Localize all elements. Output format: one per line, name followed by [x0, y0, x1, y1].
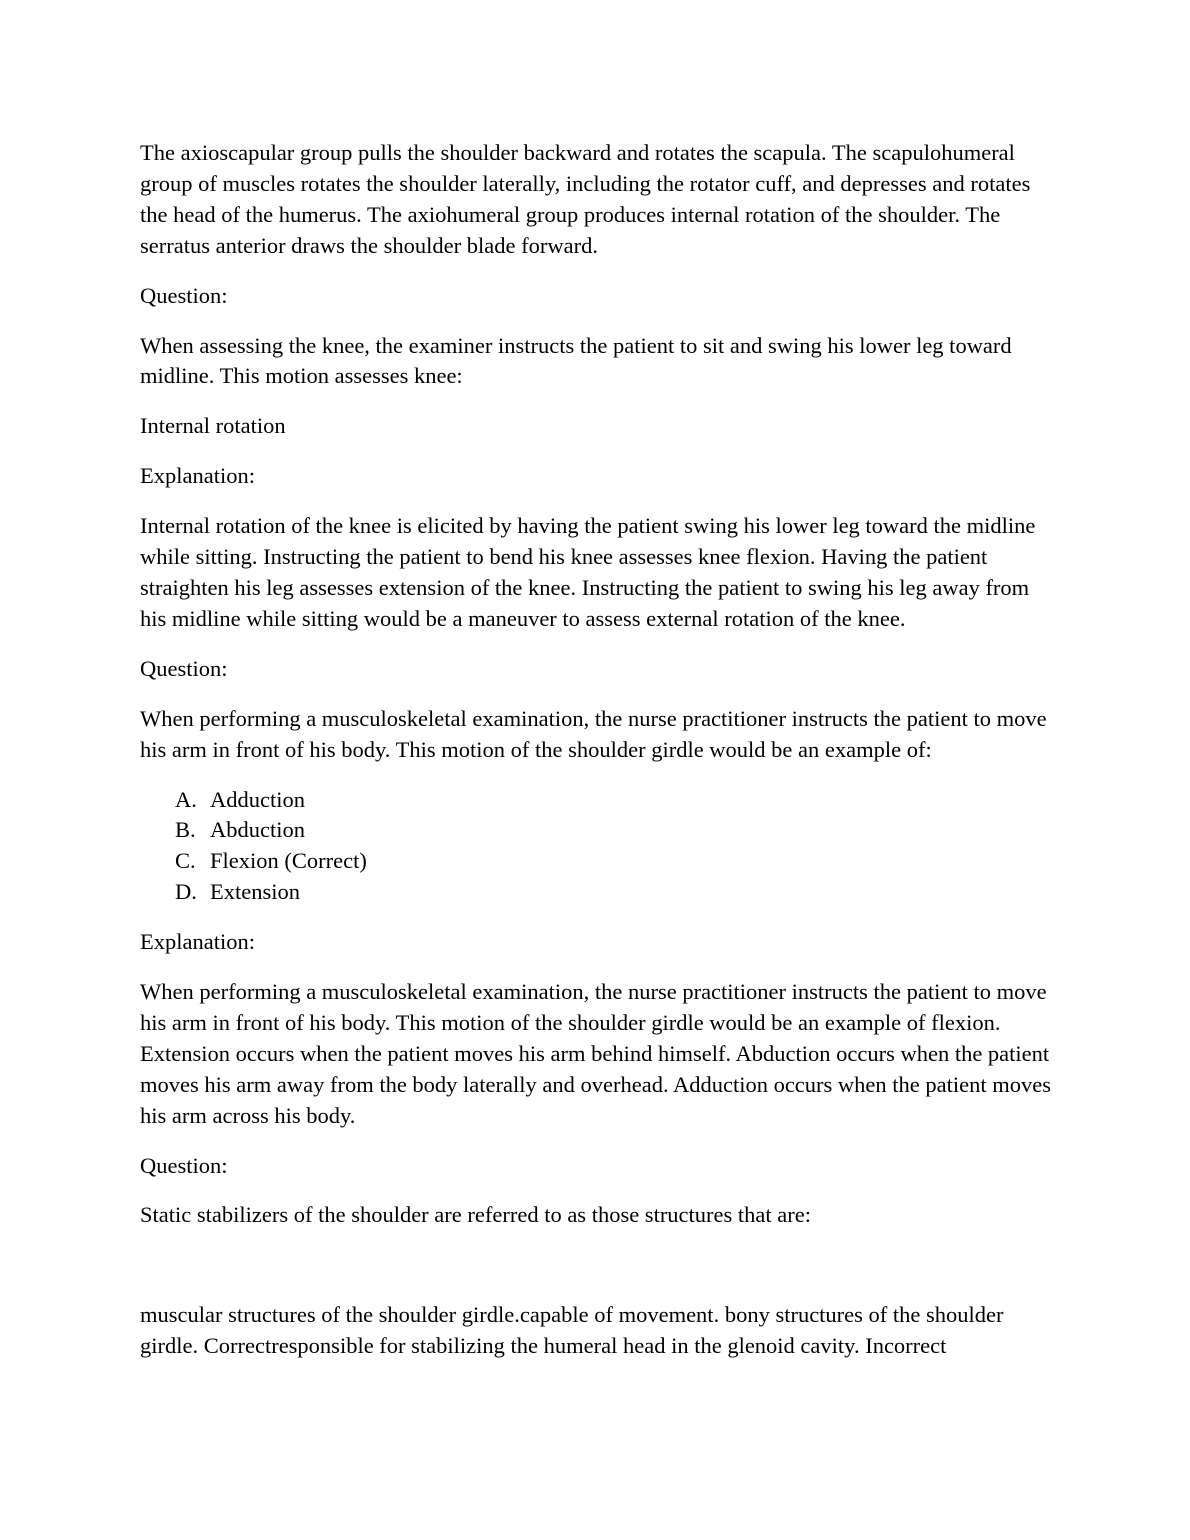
blank-spacer — [140, 1250, 1055, 1300]
explanation-label: Explanation: — [140, 929, 255, 955]
option-text: Extension — [210, 879, 300, 905]
option-marker: A. — [175, 786, 197, 812]
intro-paragraph: The axioscapular group pulls the shoulder backward and rotates the scapula. The scapulohumeral group of muscles rotates the shoulder laterally, including the rotator cuff, and depresses and rotates the head of the humerus. The axiohumeral group produces internal rotation of the shoulder. The serratus anterior draws the shoulder blade forward. — [140, 140, 1031, 258]
answer-text: Internal rotation — [140, 413, 286, 439]
option-text: Abduction — [210, 817, 305, 843]
document-body — [140, 138, 1055, 1381]
answer-option — [175, 785, 1055, 816]
question-label: Question: — [140, 282, 228, 308]
explanation-text: When performing a musculoskeletal examination, the nurse practitioner instructs the patient to move his arm in front of his body. This motion of the shoulder girdle would be an example of flexion. Extension occurs when the patient moves his arm behind himself. Abduction occurs when the patient moves his arm away from the body laterally and overhead. Adduction occurs when the patient moves his arm across his body. — [140, 979, 1051, 1128]
question-text: When assessing the knee, the examiner instructs the patient to sit and swing his lower leg toward midline. This motion assesses knee: — [140, 332, 1012, 389]
option-marker: C. — [175, 848, 196, 874]
option-marker: B. — [175, 817, 196, 843]
answer-options-list — [140, 785, 1055, 909]
question-text: When performing a musculoskeletal examination, the nurse practitioner instructs the patient to move his arm in front of his body. This motion of the shoulder girdle would be an example of: — [140, 705, 1047, 762]
explanation-text: Internal rotation of the knee is elicited by having the patient swing his lower leg toward the midline while sitting. Instructing the patient to bend his knee assesses knee flexion. Having the patient straighten his leg assesses extension of the knee. Instructing the patient to swing his leg away from his midline while sitting would be a maneuver to assess external rotation of the knee. — [140, 513, 1036, 631]
explanation-label: Explanation: — [140, 463, 255, 489]
answer-option — [175, 815, 1055, 846]
answer-choices-text: muscular structures of the shoulder girdle.capable of movement. bony structures of the shoulder girdle. Correctresponsible for stabilizing the humeral head in the glenoid cavity. Incorrect — [140, 1302, 1004, 1359]
question-label: Question: — [140, 1152, 228, 1178]
option-text: Adduction — [210, 786, 305, 812]
question-text: Static stabilizers of the shoulder are referred to as those structures that are: — [140, 1202, 811, 1228]
answer-option — [175, 846, 1055, 877]
option-marker: D. — [175, 879, 197, 905]
option-text: Flexion (Correct) — [210, 848, 367, 874]
answer-option — [175, 877, 1055, 908]
question-label: Question: — [140, 655, 228, 681]
